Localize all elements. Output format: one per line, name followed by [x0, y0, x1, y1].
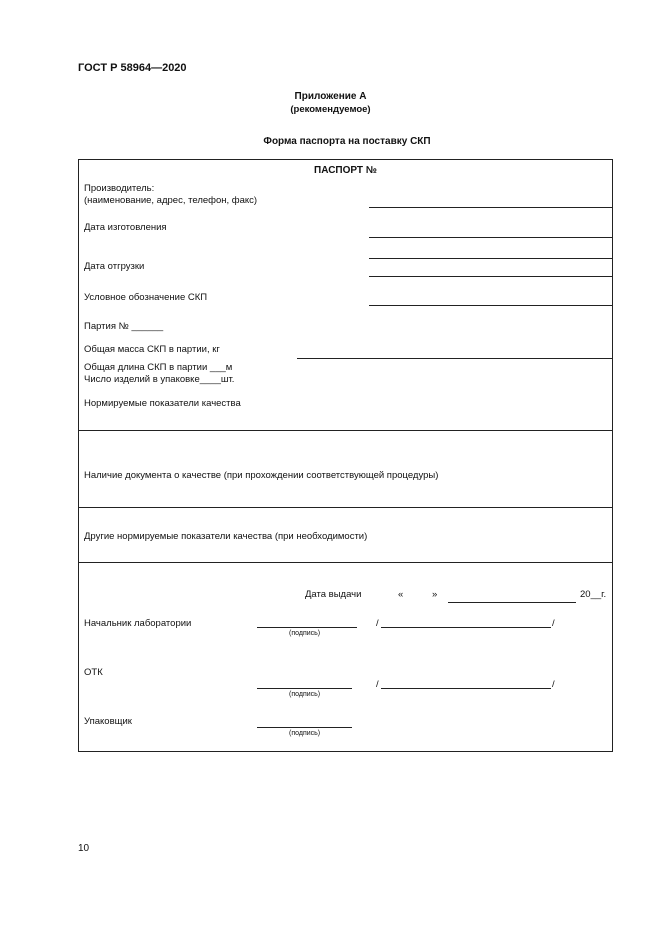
otk-label: ОТК — [84, 667, 103, 678]
issue-year: 20__г. — [580, 589, 607, 600]
passport-title: ПАСПОРТ № — [314, 165, 377, 176]
other-indicators-label: Другие нормируемые показатели качества (при необходимости) — [84, 531, 368, 542]
divider — [78, 430, 613, 431]
divider — [78, 507, 613, 508]
total-mass-field[interactable] — [297, 358, 613, 359]
otk-signature-field[interactable] — [257, 688, 352, 689]
quote-close: » — [432, 589, 438, 600]
quote-open: « — [398, 589, 404, 600]
manufacturer-label: Производитель: — [84, 183, 155, 194]
packer-label: Упаковщик — [84, 716, 132, 727]
page-number: 10 — [78, 843, 90, 854]
designation-label: Условное обозначение СКП — [84, 292, 208, 303]
signature-hint: (подпись) — [289, 730, 321, 737]
items-per-pack-label: Число изделий в упаковке____шт. — [84, 374, 235, 385]
slash-close: / — [552, 618, 555, 629]
shipment-date-field-1[interactable] — [369, 258, 613, 259]
lab-head-signature-field[interactable] — [257, 627, 357, 628]
appendix-title: Приложение А — [294, 91, 367, 102]
shipment-date-field-2[interactable] — [369, 276, 613, 277]
manufacturer-field[interactable] — [369, 207, 613, 208]
otk-name-field[interactable] — [381, 688, 551, 689]
form-title: Форма паспорта на поставку СКП — [263, 136, 431, 147]
lab-head-label: Начальник лаборатории — [84, 618, 192, 629]
quality-indicators-label: Нормируемые показатели качества — [84, 398, 241, 409]
slash-open: / — [376, 679, 379, 690]
divider — [78, 562, 613, 563]
total-length-label: Общая длина СКП в партии ___м — [84, 362, 233, 373]
batch-label: Партия № ______ — [84, 321, 164, 332]
total-mass-label: Общая масса СКП в партии, кг — [84, 344, 220, 355]
slash-open: / — [376, 618, 379, 629]
slash-close: / — [552, 679, 555, 690]
passport-form — [78, 159, 613, 752]
issue-date-field[interactable] — [448, 602, 576, 603]
manufacture-date-field[interactable] — [369, 237, 613, 238]
lab-head-name-field[interactable] — [381, 627, 551, 628]
quality-document-label: Наличие документа о качестве (при прохождении соответствующей процедуры) — [84, 470, 439, 481]
appendix-type: (рекомендуемое) — [290, 104, 371, 115]
manufacturer-hint: (наименование, адрес, телефон, факс) — [84, 195, 258, 206]
designation-field[interactable] — [369, 305, 613, 306]
packer-signature-field[interactable] — [257, 727, 352, 728]
manufacture-date-label: Дата изготовления — [84, 222, 167, 233]
signature-hint: (подпись) — [289, 691, 321, 698]
signature-hint: (подпись) — [289, 630, 321, 637]
shipment-date-label: Дата отгрузки — [84, 261, 145, 272]
standard-number: ГОСТ Р 58964—2020 — [78, 62, 187, 74]
issue-date-label: Дата выдачи — [305, 589, 362, 600]
